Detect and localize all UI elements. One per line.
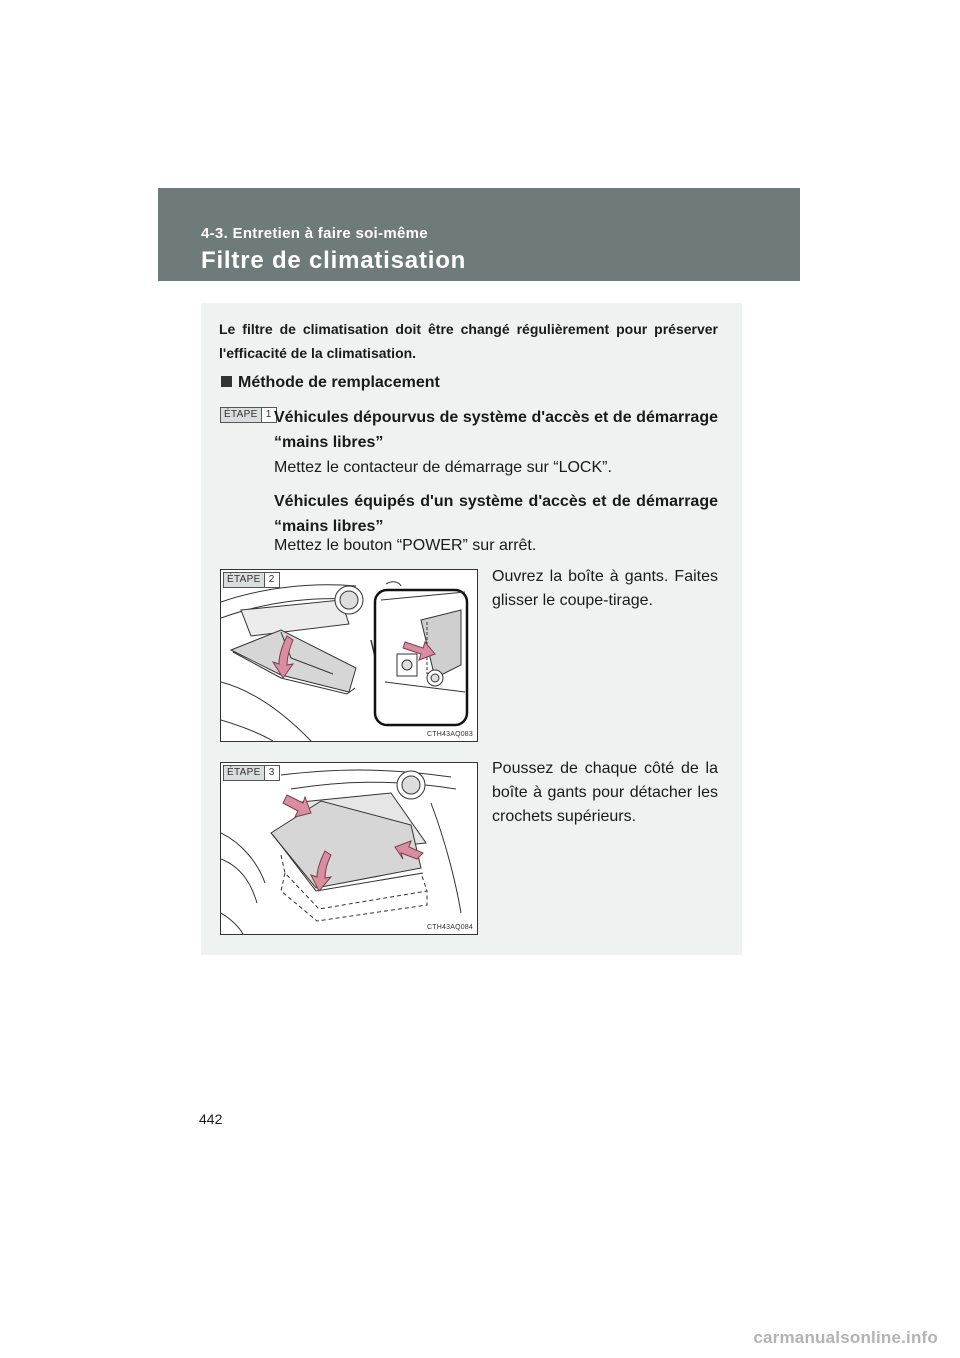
content-panel — [201, 303, 742, 955]
square-bullet-icon — [221, 376, 232, 387]
figure-code: CTH43AQ083 — [427, 731, 473, 738]
step-3-text: Poussez de chaque côté de la boîte à gants pour détacher les crochets supérieurs. — [492, 760, 718, 825]
subheading-label: Méthode de remplacement — [238, 374, 440, 391]
step-number: 3 — [264, 766, 279, 780]
page-number: 442 — [199, 1111, 223, 1127]
step-number: 1 — [261, 408, 276, 422]
figure-code: CTH43AQ084 — [427, 924, 473, 931]
step-1-block-1-body: Mettez le contacteur de démarrage sur “LOCK”. — [274, 459, 612, 476]
step-word: ÉTAPE — [224, 573, 264, 587]
step-1-badge — [220, 407, 277, 423]
section-label: 4-3. Entretien à faire soi-même — [201, 225, 428, 242]
step-3-badge — [223, 765, 280, 781]
step-2-text: Ouvrez la boîte à gants. Faites glisser le coupe-tirage. — [492, 568, 718, 609]
step-3-illustration — [220, 762, 478, 935]
step-1-block-2-body: Mettez le bouton “POWER” sur arrêt. — [274, 537, 537, 554]
section-header — [158, 188, 800, 281]
step-number: 2 — [264, 573, 279, 587]
page-title: Filtre de climatisation — [201, 247, 467, 274]
step-2-badge — [223, 572, 280, 588]
glove-box-hooks-drawing — [221, 763, 477, 934]
step-1-block-1-title: Véhicules dépourvus de système d'accès et de démarrage “mains libres” — [274, 409, 718, 451]
glove-box-open-drawing — [221, 570, 477, 741]
step-word: ÉTAPE — [221, 408, 261, 422]
step-word: ÉTAPE — [224, 766, 264, 780]
step-1-block-2-title: Véhicules équipés d'un système d'accès et de démarrage “mains libres” — [274, 493, 718, 535]
watermark: carmanualsonline.info — [753, 1328, 938, 1347]
step-2-illustration — [220, 569, 478, 742]
intro-text: Le filtre de climatisation doit être changé régulièrement pour préserver l'efficacité de la climatisation. — [219, 321, 718, 361]
subheading — [221, 374, 440, 392]
